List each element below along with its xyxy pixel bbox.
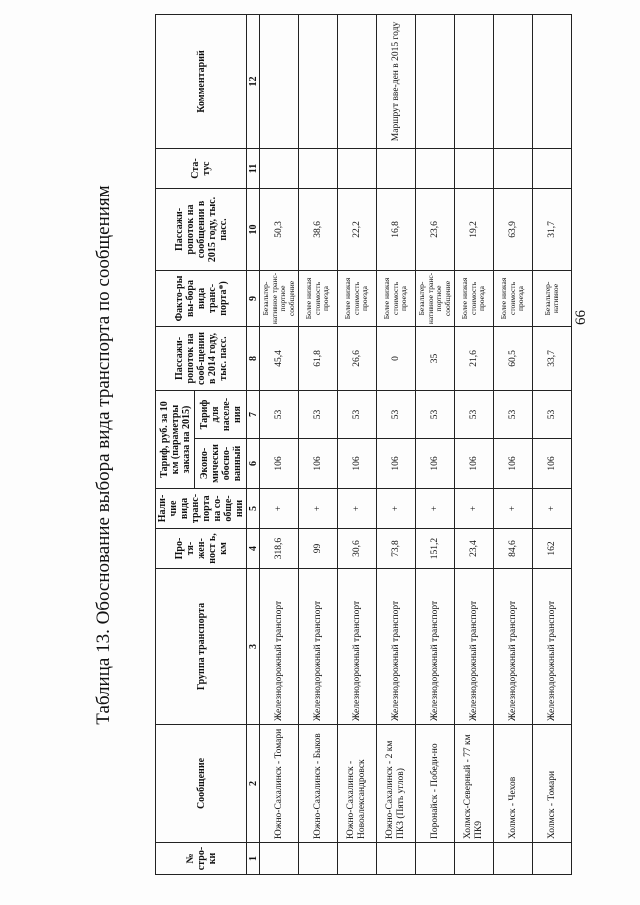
cell-factor: Более низкая стоимость проезда: [299, 270, 338, 326]
cell-econ: 106: [494, 439, 533, 489]
cell-flow2014: 35: [416, 326, 455, 390]
cell-route: Холмск - Томари: [533, 725, 572, 843]
cell-factor: Безальтер-нативное транс-портное сообщение: [260, 270, 299, 326]
cell-num: [377, 843, 416, 875]
cell-length: 23,4: [455, 529, 494, 569]
col-number: 1: [247, 843, 260, 875]
cell-num: [494, 843, 533, 875]
rotated-sheet: [93, 15, 593, 895]
cell-group: Железнодорожный транспорт: [533, 569, 572, 725]
table-row: [260, 14, 299, 874]
cell-status: [455, 148, 494, 188]
cell-factor: Более низкая стоимость проезда: [377, 270, 416, 326]
column-number-row: [247, 14, 260, 874]
cell-availability: +: [260, 489, 299, 529]
cell-comment: [533, 14, 572, 148]
cell-length: 84,6: [494, 529, 533, 569]
cell-status: [533, 148, 572, 188]
cell-pop: 53: [455, 390, 494, 438]
cell-num: [416, 843, 455, 875]
header-group: Группа транспорта: [156, 569, 247, 725]
cell-status: [377, 148, 416, 188]
col-number: 3: [247, 569, 260, 725]
col-number: 2: [247, 725, 260, 843]
header-flow-2015: Пассажи-ропоток на сообщении в 2015 году, тыс. пасс.: [156, 188, 247, 270]
cell-econ: 106: [260, 439, 299, 489]
cell-factor: Более низкая стоимость проезда: [455, 270, 494, 326]
table-row: [338, 14, 377, 874]
cell-flow2014: 33,7: [533, 326, 572, 390]
col-number: 11: [247, 148, 260, 188]
cell-availability: +: [455, 489, 494, 529]
cell-econ: 106: [455, 439, 494, 489]
cell-route: Холмск-Северный - 77 км ПК9: [455, 725, 494, 843]
cell-route: Южно-Сахалинск - Томари: [260, 725, 299, 843]
header-row-1: [156, 14, 195, 874]
cell-comment: [494, 14, 533, 148]
col-number: 7: [247, 390, 260, 438]
cell-status: [338, 148, 377, 188]
cell-status: [416, 148, 455, 188]
header-status: Ста-тус: [156, 148, 247, 188]
cell-factor: Безальтер-нативное транс-портное сообщение: [416, 270, 455, 326]
header-route: Сообщение: [156, 725, 247, 843]
cell-availability: +: [338, 489, 377, 529]
header-flow-2014: Пассажи-ропоток на сооб-щении в 2014 году, тыс. пасс.: [156, 326, 247, 390]
cell-availability: +: [377, 489, 416, 529]
cell-flow2014: 60,5: [494, 326, 533, 390]
header-availability: Нали-чие вида транс-порта на со-обще-нии: [156, 489, 247, 529]
header-tariff-econ: Эконо-мически обосно-ванный: [195, 439, 247, 489]
cell-comment: Маршрут вве-ден в 2015 году: [377, 14, 416, 148]
cell-pop: 53: [377, 390, 416, 438]
cell-availability: +: [416, 489, 455, 529]
cell-flow2014: 45,4: [260, 326, 299, 390]
cell-pop: 53: [494, 390, 533, 438]
cell-flow2015: 38,6: [299, 188, 338, 270]
cell-factor: Безальтер-нативное: [533, 270, 572, 326]
col-number: 4: [247, 529, 260, 569]
cell-econ: 106: [416, 439, 455, 489]
cell-group: Железнодорожный транспорт: [494, 569, 533, 725]
cell-flow2015: 50,3: [260, 188, 299, 270]
cell-flow2015: 16,8: [377, 188, 416, 270]
cell-availability: +: [299, 489, 338, 529]
table-row: [416, 14, 455, 874]
col-number: 6: [247, 439, 260, 489]
col-number: 9: [247, 270, 260, 326]
cell-comment: [260, 14, 299, 148]
cell-availability: +: [533, 489, 572, 529]
col-number: 8: [247, 326, 260, 390]
cell-factor: Более низкая стоимость проезда: [338, 270, 377, 326]
cell-length: 162: [533, 529, 572, 569]
cell-econ: 106: [299, 439, 338, 489]
cell-route: Поронайск - Победи-но: [416, 725, 455, 843]
cell-flow2015: 23,6: [416, 188, 455, 270]
header-num: № стро-ки: [156, 843, 247, 875]
cell-factor: Более низкая стоимость проезда: [494, 270, 533, 326]
table-row: [299, 14, 338, 874]
header-factors: Факто-ры вы-бора вида транс-порта*): [156, 270, 247, 326]
cell-route: Южно-Сахалинск - Новоалександровск: [338, 725, 377, 843]
cell-num: [260, 843, 299, 875]
cell-status: [260, 148, 299, 188]
cell-flow2015: 63,9: [494, 188, 533, 270]
cell-flow2014: 61,8: [299, 326, 338, 390]
cell-comment: [416, 14, 455, 148]
cell-length: 318,6: [260, 529, 299, 569]
table-title: Таблица 13. Обоснование выбора вида транспорта по сообщениям: [93, 185, 114, 725]
header-length: Про-тя-жен-ност ь, км: [156, 529, 247, 569]
cell-flow2015: 31,7: [533, 188, 572, 270]
table-row: [494, 14, 533, 874]
cell-econ: 106: [533, 439, 572, 489]
cell-length: 30,6: [338, 529, 377, 569]
cell-availability: +: [494, 489, 533, 529]
cell-status: [494, 148, 533, 188]
cell-length: 99: [299, 529, 338, 569]
cell-pop: 53: [533, 390, 572, 438]
cell-pop: 53: [260, 390, 299, 438]
cell-num: [533, 843, 572, 875]
cell-num: [455, 843, 494, 875]
cell-status: [299, 148, 338, 188]
col-number: 5: [247, 489, 260, 529]
cell-num: [338, 843, 377, 875]
cell-flow2015: 19,2: [455, 188, 494, 270]
cell-pop: 53: [338, 390, 377, 438]
cell-flow2015: 22,2: [338, 188, 377, 270]
cell-flow2014: 26,6: [338, 326, 377, 390]
cell-econ: 106: [338, 439, 377, 489]
cell-group: Железнодорожный транспорт: [338, 569, 377, 725]
cell-group: Железнодорожный транспорт: [455, 569, 494, 725]
cell-route: Южно-Сахалинск - 2 км ПКЗ (Пять углов): [377, 725, 416, 843]
header-tariff-group: Тариф, руб. за 10 км (параметры заказа на 2015): [156, 390, 195, 488]
table-body: [260, 14, 572, 874]
table-row: [533, 14, 572, 874]
cell-length: 151,2: [416, 529, 455, 569]
col-number: 12: [247, 14, 260, 148]
cell-route: Холмск - Чехов: [494, 725, 533, 843]
cell-route: Южно-Сахалинск - Быков: [299, 725, 338, 843]
page-number: 66: [573, 310, 589, 325]
cell-num: [299, 843, 338, 875]
cell-flow2014: 0: [377, 326, 416, 390]
table-row: [455, 14, 494, 874]
cell-flow2014: 21,6: [455, 326, 494, 390]
transport-table: [155, 14, 572, 875]
cell-group: Железнодорожный транспорт: [299, 569, 338, 725]
cell-pop: 53: [299, 390, 338, 438]
cell-comment: [338, 14, 377, 148]
header-comment: Комментарий: [156, 14, 247, 148]
cell-comment: [299, 14, 338, 148]
col-number: 10: [247, 188, 260, 270]
cell-econ: 106: [377, 439, 416, 489]
cell-comment: [455, 14, 494, 148]
cell-group: Железнодорожный транспорт: [260, 569, 299, 725]
cell-length: 73,8: [377, 529, 416, 569]
table-row: [377, 14, 416, 874]
cell-group: Железнодорожный транспорт: [416, 569, 455, 725]
cell-pop: 53: [416, 390, 455, 438]
cell-group: Железнодорожный транспорт: [377, 569, 416, 725]
header-tariff-pop: Тариф для населе-ния: [195, 390, 247, 438]
